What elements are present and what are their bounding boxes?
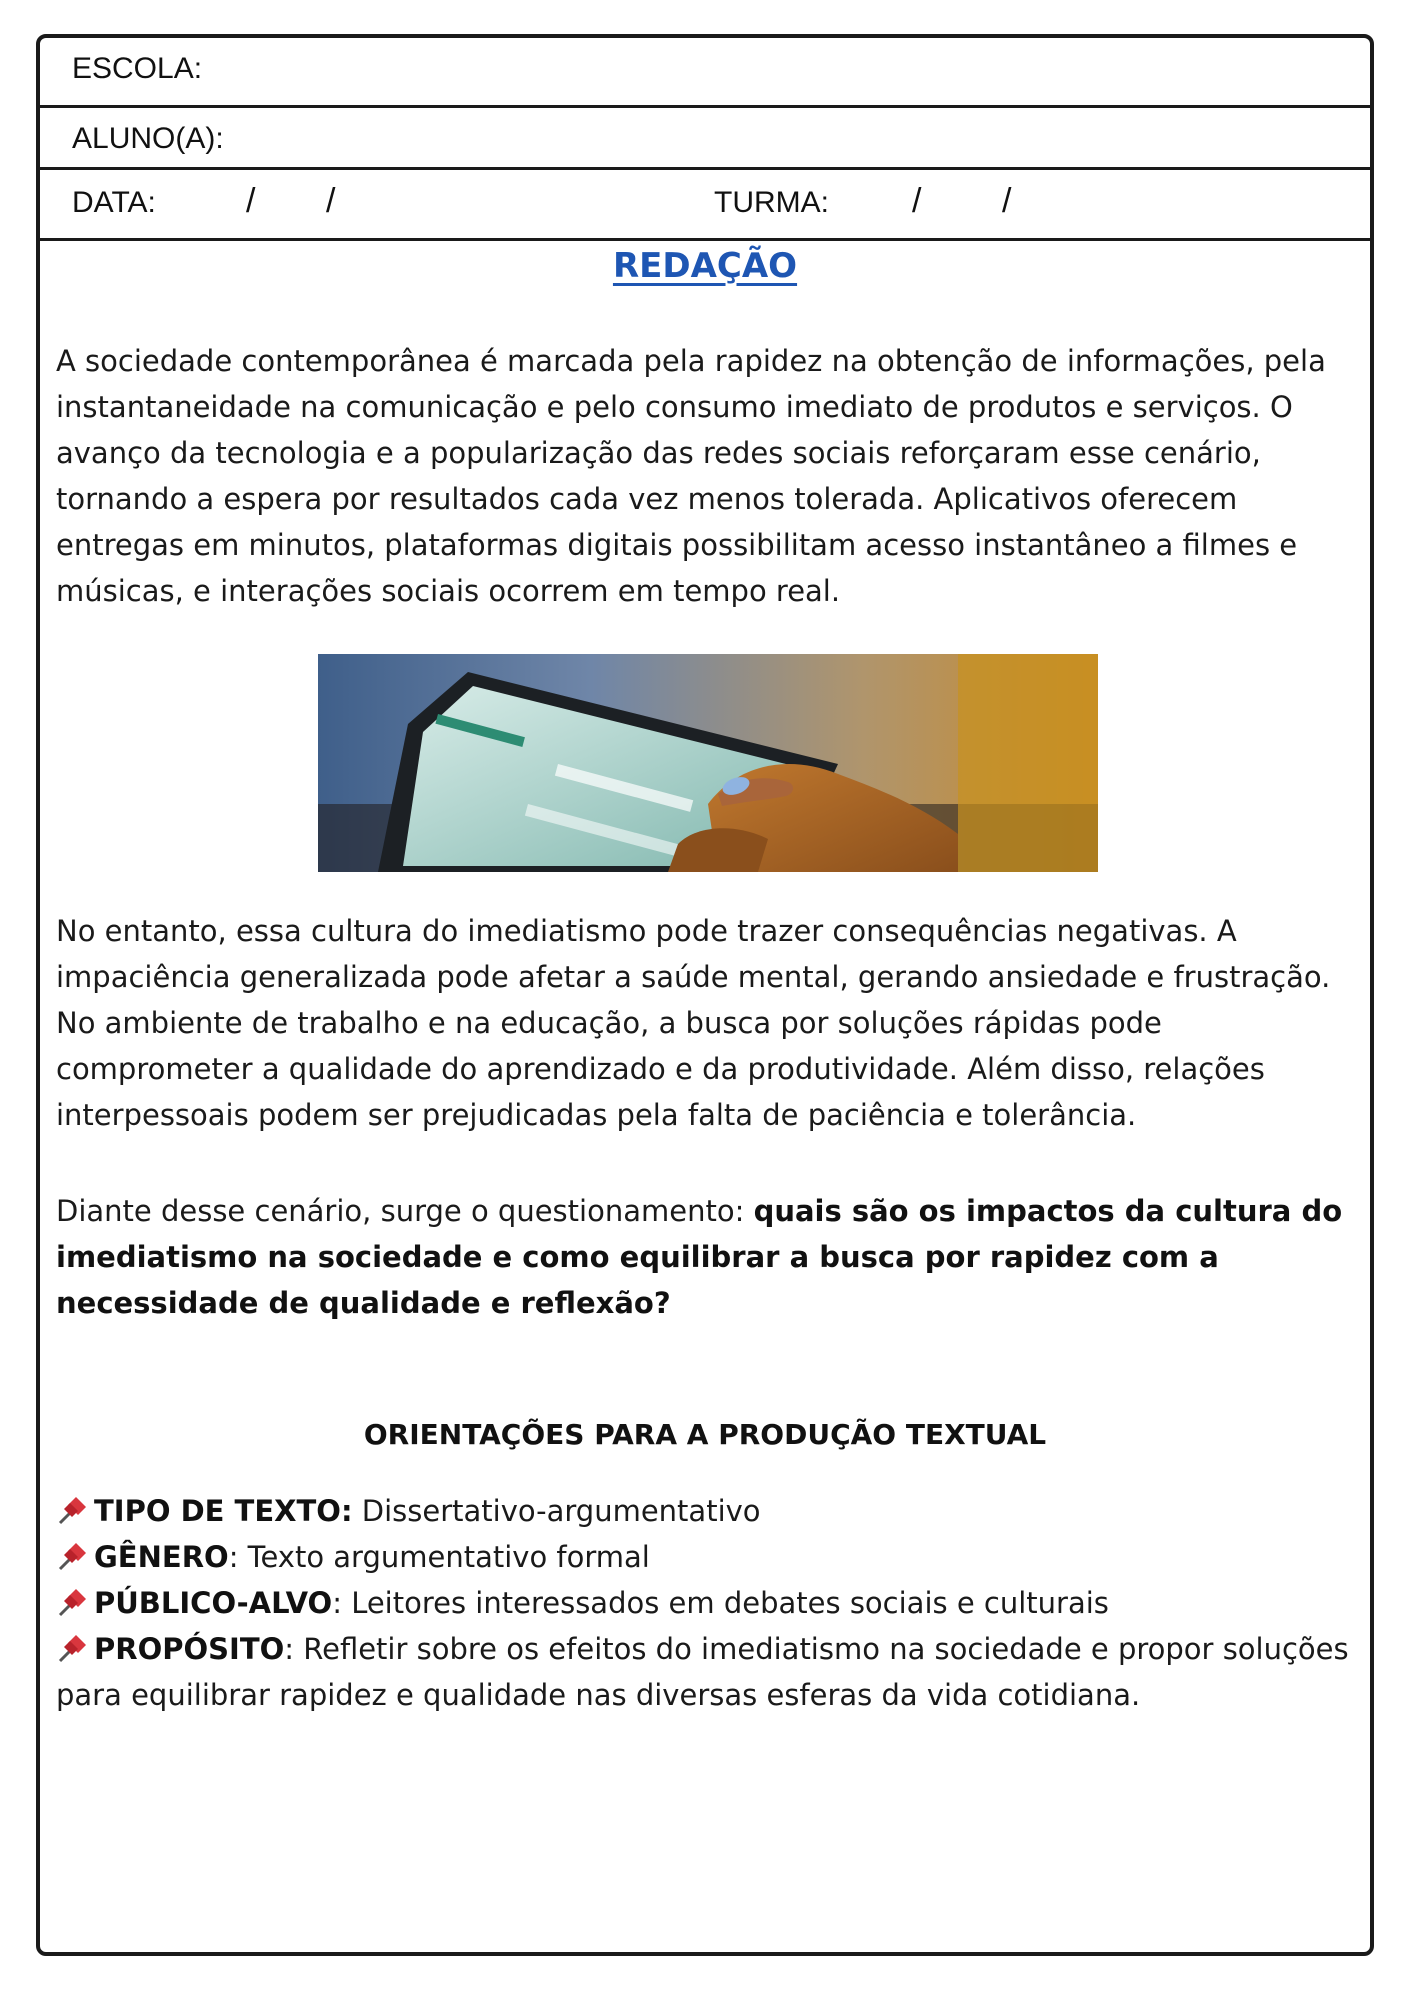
guideline-label: PROPÓSITO: [94, 1632, 285, 1666]
guideline-item-type: [56, 1488, 1366, 1534]
pushpin-icon: [56, 1538, 88, 1568]
guidelines-list: [56, 1488, 1366, 1718]
intro-paragraph-3: [56, 1188, 1366, 1326]
guideline-label: TIPO DE TEXTO:: [94, 1494, 353, 1528]
class-label: TURMA:: [714, 186, 829, 219]
guideline-item-audience: [56, 1580, 1366, 1626]
guideline-text: : Texto argumentativo formal: [228, 1540, 650, 1574]
guideline-item-purpose: [56, 1626, 1366, 1718]
date-class-row: [40, 170, 1370, 241]
intro-paragraph-1: A sociedade contemporânea é marcada pela rapidez na obtenção de informações, pela instantaneidade na comunicação e pelo consumo imediato de produtos e serviços. O avanço da tecnologia e a popularização das redes sociais reforçaram esse cenário, tornando a espera por resultados cada vez menos tolerada. Aplicativos oferecem entregas em minutos, plataformas digitais possibilitam acesso instantâneo a filmes e músicas, e interações sociais ocorrem em tempo real.: [56, 344, 1326, 608]
class-separator-2: /: [1002, 182, 1012, 220]
date-label: DATA:: [72, 186, 156, 219]
pushpin-icon: [56, 1630, 88, 1660]
intro-paragraph-2: No entanto, essa cultura do imediatismo pode trazer consequências negativas. A impaciência generalizada pode afetar a saúde mental, gerando ansiedade e frustração. No ambiente de trabalho e na educação, a busca por soluções rápidas pode comprometer a qualidade do aprendizado e da produtividade. Além disso, relações interpessoais podem ser prejudicadas pela falta de paciência e tolerância.: [56, 914, 1331, 1132]
guideline-item-genre: [56, 1534, 1366, 1580]
date-separator-2: /: [326, 182, 336, 220]
question-lead: Diante desse cenário, surge o questionamento:: [56, 1194, 754, 1228]
smartphone-photo: [318, 654, 1098, 872]
guideline-text: : Leitores interessados em debates sociais e culturais: [332, 1586, 1109, 1620]
guideline-label: GÊNERO: [94, 1540, 229, 1574]
school-row: [40, 38, 1370, 108]
student-row: [40, 108, 1370, 170]
student-label: ALUNO(A):: [72, 122, 224, 155]
guideline-text: Dissertativo-argumentativo: [352, 1494, 761, 1528]
pushpin-icon: [56, 1584, 88, 1614]
class-separator-1: /: [912, 182, 922, 220]
pushpin-icon: [56, 1492, 88, 1522]
school-label: ESCOLA:: [72, 52, 203, 85]
guidelines-title: ORIENTAÇÕES PARA A PRODUÇÃO TEXTUAL: [363, 1418, 1047, 1451]
central-question: quais são os impactos da cultura do imediatismo na sociedade e como equilibrar a busca por rapidez com a necessidade de qualidade e reflexão?: [56, 1194, 1343, 1320]
page-title: REDAÇÃO: [612, 246, 798, 286]
date-separator-1: /: [246, 182, 256, 220]
worksheet-frame: [36, 34, 1374, 1956]
guideline-label: PÚBLICO-ALVO: [94, 1586, 333, 1620]
guideline-text: : Refletir sobre os efeitos do imediatismo na sociedade e propor soluções para equilibrar rapidez e qualidade nas diversas esferas da vida cotidiana.: [56, 1632, 1349, 1712]
